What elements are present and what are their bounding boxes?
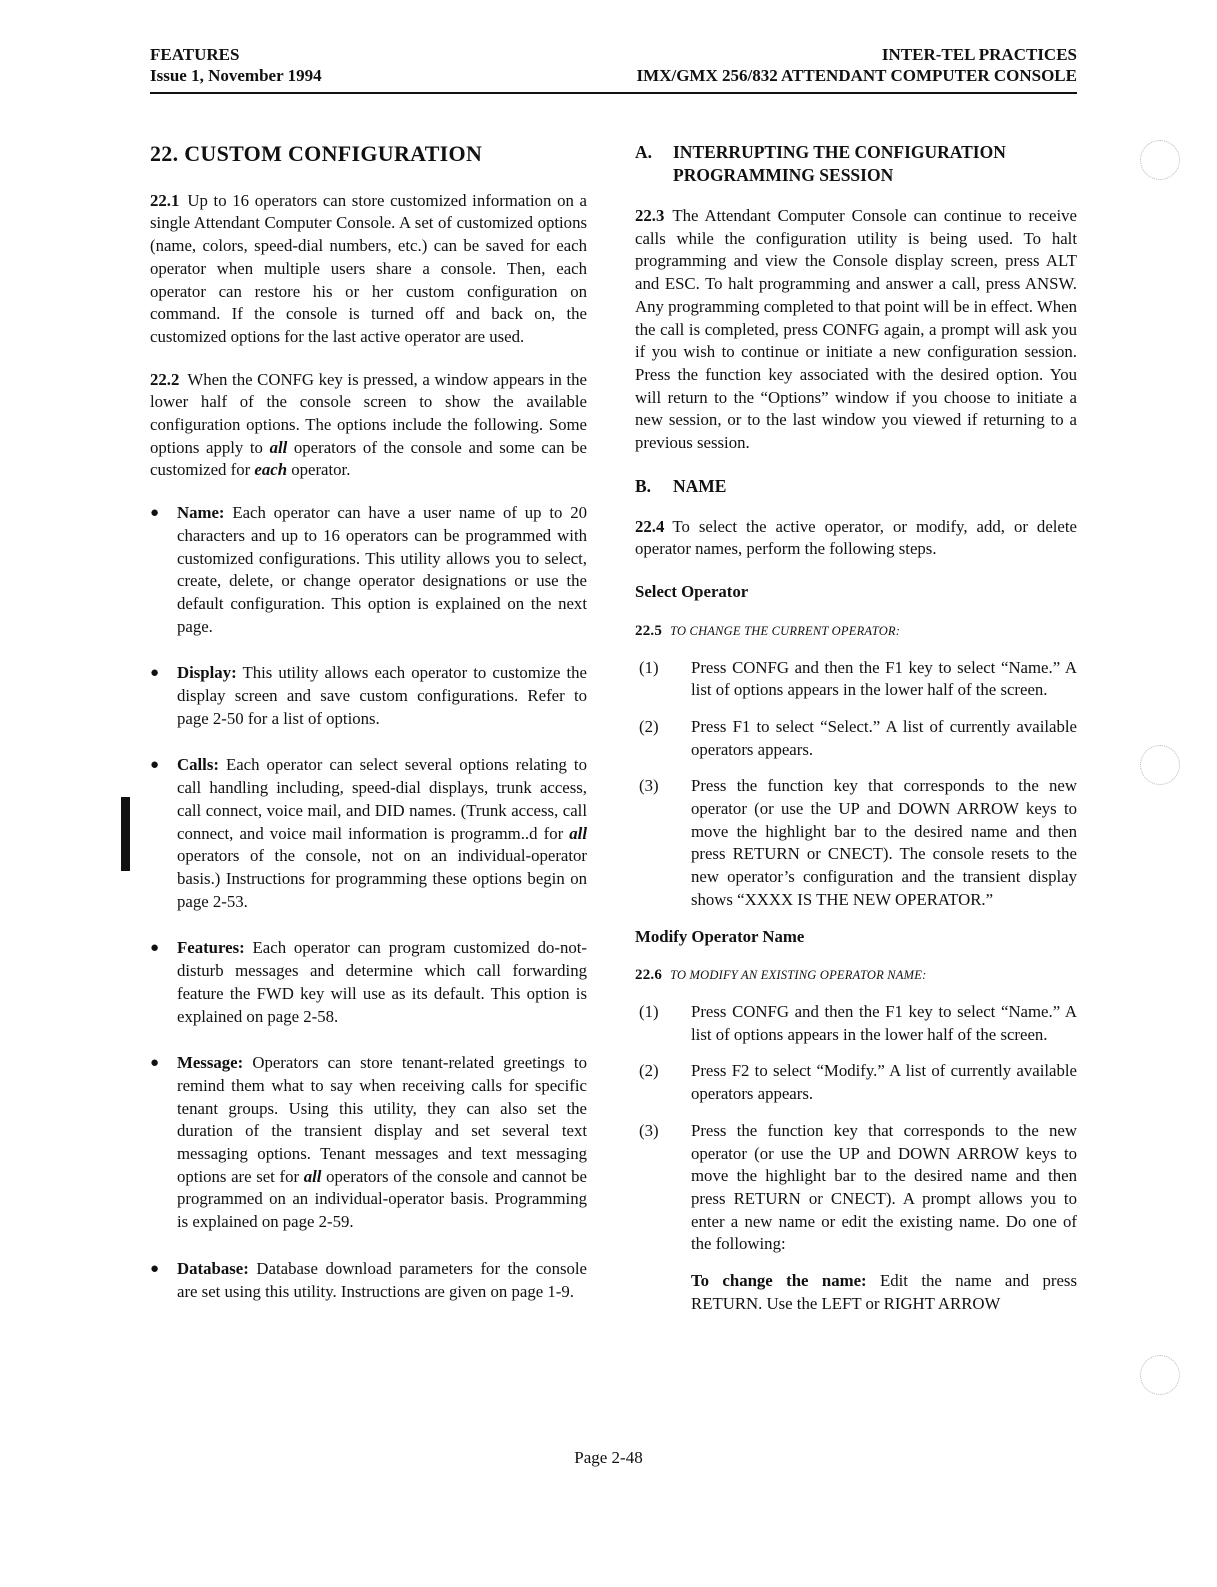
paragraph-22-4 [635, 516, 1077, 561]
option-text: Operators can store tenant-related greetings to remind them what to say when receiving calls for specific tenant groups. Using this utility, they can also set the duration of the transient display and set several text messaging options. Tenant messages and text messaging options are set for [177, 1053, 587, 1186]
step-text: Press F2 to select “Modify.” A list of currently available operators appears. [691, 1061, 1077, 1104]
header-issue: Issue 1, November 1994 [150, 66, 322, 85]
option-term: Calls: [177, 755, 219, 775]
instruction-text: Edit the name and press RETURN. Use the LEFT or RIGHT ARROW [691, 1271, 1077, 1313]
paragraph-22-5 [635, 620, 1077, 643]
bullet-icon: ● [150, 505, 160, 522]
revision-change-bar [121, 797, 130, 871]
step [635, 657, 1077, 702]
emphasis-each: each [254, 460, 288, 480]
options-list [150, 502, 587, 1303]
option-database [150, 1258, 587, 1303]
option-term: Features: [177, 938, 245, 958]
emphasis-all: all [569, 823, 587, 843]
bullet-icon: ● [150, 1055, 160, 1072]
page-number: Page 2-48 [574, 1448, 643, 1467]
step-number: (2) [639, 1061, 659, 1081]
paragraph-22-1 [150, 190, 587, 349]
step-number: (3) [639, 1120, 659, 1140]
paragraph-text: operator. [291, 460, 351, 480]
right-column [635, 137, 1077, 1315]
procedure-title: TO CHANGE THE CURRENT OPERATOR: [670, 623, 901, 638]
step [635, 775, 1077, 911]
option-term: Name: [177, 503, 225, 523]
left-column [150, 137, 587, 1327]
step [635, 1001, 1077, 1046]
bullet-icon: ● [150, 757, 160, 774]
step [635, 1120, 1077, 1256]
header-row-2 [150, 65, 1077, 86]
option-text: Each operator can select several options relating to call handling including, speed-dial displays, trunk access, call connect, voice mail, and DID names. (Trunk access, call connect, and voice mail information is programm..d for [177, 755, 587, 843]
emphasis-all: all [303, 1166, 322, 1186]
bullet-icon: ● [150, 665, 160, 682]
step-text: Press the function key that corresponds to the new operator (or use the UP and DOWN ARROW keys to move the highlight bar to the desired name and then press RETURN or CNECT). The console resets to the new operator’s configuration and the transient display shows “XXXX IS THE NEW OPERATOR.” [691, 776, 1077, 909]
option-name [150, 502, 587, 638]
paragraph-22-3 [635, 205, 1077, 455]
option-text: Each operator can have a user name of up to 20 characters and up to 16 operators can be programmed with customized configurations. This utility allows you to select, create, delete, or change operator designations or use the default configuration. This option is explained on the next page. [177, 503, 587, 636]
paragraph-number: 22.2 [150, 369, 180, 389]
option-calls [150, 754, 587, 913]
header-product: IMX/GMX 256/832 ATTENDANT COMPUTER CONSOLE [636, 66, 1077, 85]
bullet-icon: ● [150, 1260, 160, 1277]
emphasis-all: all [269, 437, 288, 457]
step-text: Press F1 to select “Select.” A list of currently available operators appears. [691, 716, 1077, 759]
select-operator-steps [635, 657, 1077, 912]
paragraph-number: 22.3 [635, 206, 665, 225]
step-number: (3) [639, 776, 659, 796]
section-title: 22. CUSTOM CONFIGURATION [150, 141, 483, 166]
option-text: This utility allows each operator to customize the display screen and save custom configurations. Refer to page 2-50 for a list of options. [177, 663, 587, 728]
paragraph-text: When the CONFG key is pressed, a window appears in the lower half of the console screen to show the available configuration options. The options include the following. Some options apply to [150, 369, 587, 457]
step-text: Press the function key that corresponds to the new operator (or use the UP and DOWN ARROW keys to move the highlight bar to the desired name and then press RETURN or CNECT). A prompt allows you to enter a new name or edit the existing name. Do one of the following: [691, 1120, 1077, 1254]
step-text: Press CONFG and then the F1 key to select “Name.” A list of options appears in the lower half of the screen. [691, 657, 1077, 700]
modify-operator-label: Modify Operator Name [635, 926, 805, 946]
step-number: (1) [639, 657, 659, 677]
option-message [150, 1052, 587, 1234]
subsection-letter: A. [635, 142, 653, 162]
option-text: Each operator can program customized do-not-disturb messages and determine which call forwarding feature the FWD key will use as its default. This option is explained on page 2-58. [177, 938, 587, 1026]
paragraph-number: 22.4 [635, 516, 665, 536]
paragraph-number: 22.1 [150, 190, 180, 210]
paragraph-number: 22.5 [635, 622, 663, 639]
option-term: Database: [177, 1258, 249, 1278]
subsection-title: INTERRUPTING THE CONFIGURATION PROGRAMMING SESSION [673, 142, 1006, 185]
step-number: (2) [639, 716, 659, 736]
subsection-a-heading [635, 141, 1077, 187]
procedure-title: TO MODIFY AN EXISTING OPERATOR NAME: [670, 968, 927, 983]
change-name-instruction [635, 1270, 1077, 1315]
option-term: Display: [177, 663, 237, 683]
paragraph-text: The Attendant Computer Console can continue to receive calls while the configuration utility is being used. To halt programming and view the Console display screen, press ALT and ESC. To halt programming and answer a call, press ANSW. Any programming completed to that point will be in effect. When the call is completed, press CONFG again, a prompt will ask you if you wish to continue or initiate a new configuration session. Press the function key associated with the desired option. You will return to the “Options” window if you choose to initiate a new session, or to the last window you viewed if returning to a previous session. [635, 206, 1077, 453]
step-number: (1) [639, 1001, 659, 1021]
punch-hole-icon [1140, 1355, 1180, 1395]
select-operator-label: Select Operator [635, 582, 749, 602]
instruction-term: To change the name: [691, 1271, 867, 1291]
subsection-b-heading [635, 475, 1077, 498]
punch-hole-icon [1140, 745, 1180, 785]
header-row-1 [150, 44, 1077, 65]
paragraph-number: 22.6 [635, 967, 663, 984]
option-display [150, 662, 587, 730]
modify-operator-steps [635, 1001, 1077, 1256]
step [635, 1060, 1077, 1105]
option-text: operators of the console and cannot be programmed on an individual-operator basis. Programming is explained on page 2-59. [177, 1166, 587, 1232]
bullet-icon: ● [150, 940, 160, 957]
paragraph-22-6 [635, 964, 1077, 987]
header-rule [150, 92, 1077, 94]
paragraph-text: operators of the console and some can be customized for [150, 437, 588, 480]
paragraph-text: Up to 16 operators can store customized information on a single Attendant Computer Console. A set of customized options (name, colors, speed-dial numbers, etc.) can be saved for each operator when multiple users share a console. Then, each operator can restore his or her custom configuration on command. If the console is turned off and back on, the customized options for the last active operator are used. [150, 190, 587, 346]
option-text: Database download parameters for the console are set using this utility. Instructions are given on page 1-9. [177, 1258, 588, 1301]
option-term: Message: [177, 1053, 244, 1073]
paragraph-text: To select the active operator, or modify, add, or delete operator names, perform the following steps. [635, 516, 1077, 559]
page-header [150, 44, 1077, 86]
subsection-title: NAME [673, 475, 727, 496]
option-text: operators of the console, not on an individual-operator basis.) Instructions for programming these options begin on page 2-53. [177, 846, 587, 911]
step [635, 716, 1077, 761]
header-publisher: INTER-TEL PRACTICES [881, 45, 1077, 64]
header-section: FEATURES [150, 45, 240, 64]
subsection-letter: B. [635, 475, 652, 496]
step-text: Press CONFG and then the F1 key to select “Name.” A list of options appears in the lower half of the screen. [691, 1001, 1077, 1044]
paragraph-22-2 [150, 369, 587, 483]
punch-hole-icon [1140, 140, 1180, 180]
option-features [150, 937, 587, 1028]
